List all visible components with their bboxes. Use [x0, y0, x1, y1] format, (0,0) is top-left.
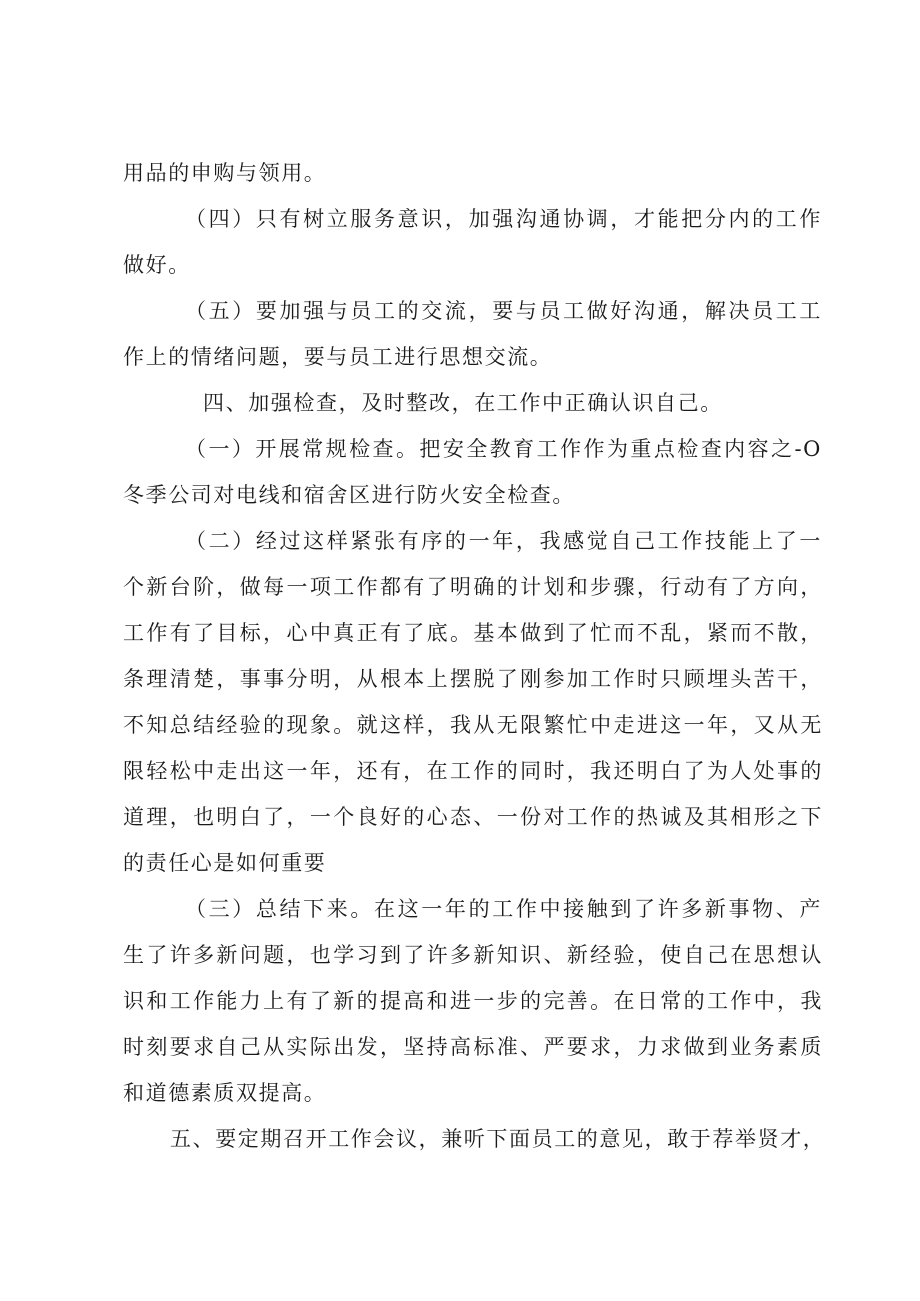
section-heading: 四、加强检查，及时整改，在工作中正确认识自己。	[203, 391, 723, 415]
text-line: 的责任心是如何重要	[123, 851, 327, 875]
text-line: 用品的申购与领用。	[123, 161, 327, 185]
text-line: 条理清楚，事事分明，从根本上摆脱了刚参加工作时只顾埋头苦干，	[123, 667, 823, 691]
text-line: 时刻要求自己从实际出发，坚持高标准、严要求，力求做到业务素质	[123, 1035, 823, 1059]
text-line: 不知总结经验的现象。就这样，我从无限繁忙中走进这一年，又从无	[123, 713, 823, 737]
text-line: 限轻松中走出这一年，还有，在工作的同时，我还明白了为人处事的	[123, 759, 823, 783]
text-line: （五）要加强与员工的交流，要与员工做好沟通，解决员工工	[185, 299, 822, 323]
text-line: （二）经过这样紧张有序的一年，我感觉自己工作技能上了一	[185, 529, 822, 553]
text-line: 道理，也明白了，一个良好的心态、一份对工作的热诚及其相形之下	[123, 805, 823, 829]
text-line: （四）只有树立服务意识，加强沟通协调，才能把分内的工作	[185, 207, 822, 231]
text-line: 个新台阶，做每一项工作都有了明确的计划和步骤，行动有了方向，	[123, 575, 823, 599]
text-line: 做好。	[123, 253, 191, 277]
text-line: 生了许多新问题，也学习到了许多新知识、新经验，使自己在思想认	[123, 943, 823, 967]
text-line: 冬季公司对电线和宿舍区进行防火安全检查。	[123, 483, 575, 507]
text-line: （一）开展常规检查。把安全教育工作作为重点检查内容之-O	[185, 437, 822, 461]
text-line: （三）总结下来。在这一年的工作中接触到了许多新事物、产	[185, 897, 822, 921]
text-line: 工作有了目标，心中真正有了底。基本做到了忙而不乱，紧而不散，	[123, 621, 823, 645]
text-line: 识和工作能力上有了新的提高和进一步的完善。在日常的工作中，我	[123, 989, 823, 1013]
section-heading: 五、要定期召开工作会议，兼听下面员工的意见，敢于荐举贤才，	[170, 1127, 826, 1151]
text-line: 和道德素质双提高。	[123, 1081, 327, 1105]
text-line: 作上的情绪问题，要与员工进行思想交流。	[123, 345, 553, 369]
